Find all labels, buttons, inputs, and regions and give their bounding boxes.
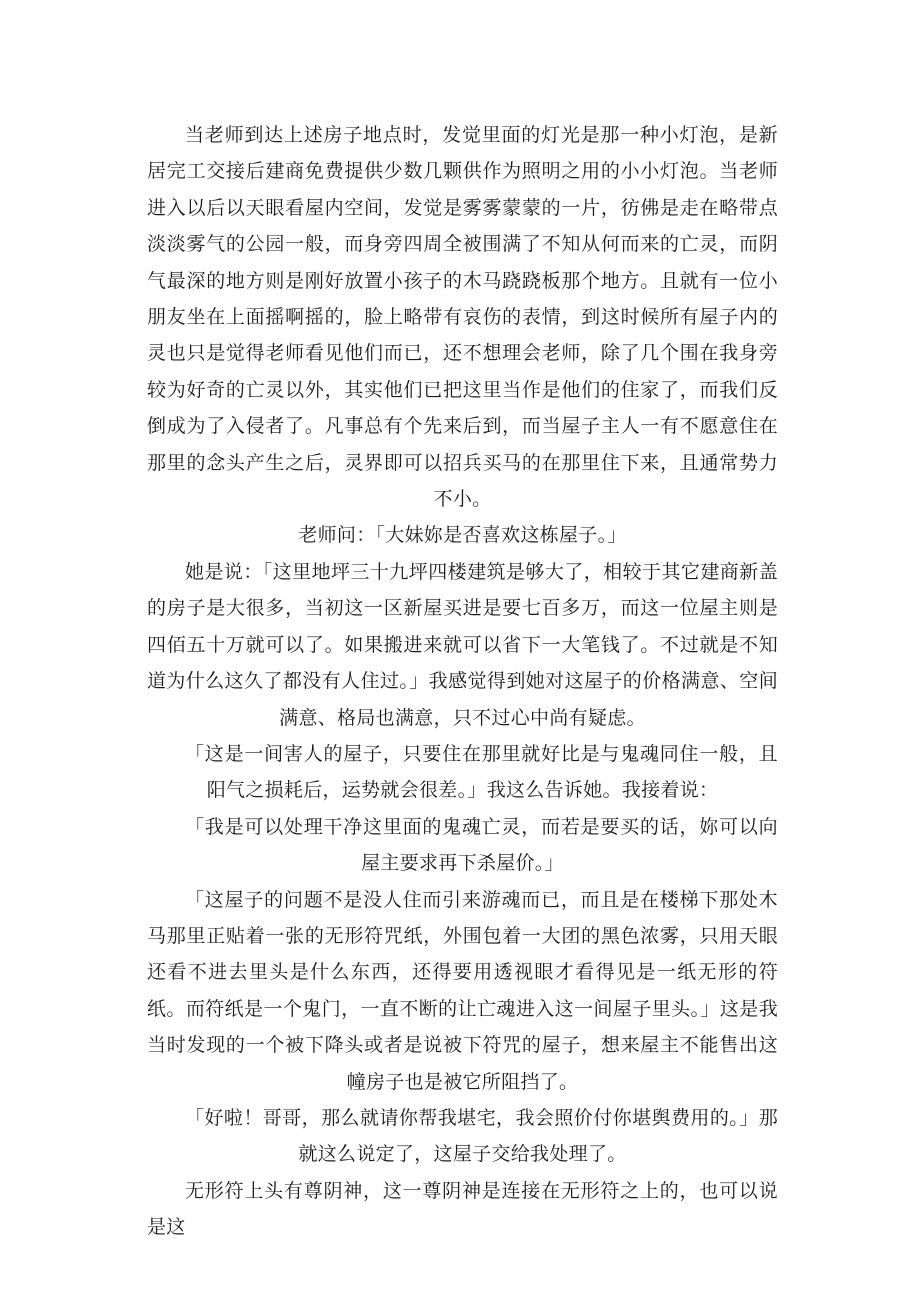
document-body: [147, 117, 778, 1246]
paragraph: 「这屋子的问题不是没人住而引来游魂而已，而且是在楼梯下那处木马那里正贴着一张的无形符咒纸，外围包着一大团的黑色浓雾，只用天眼还看不进去里头是什么东西，还得要用透视眼才看得见是一纸无形的符纸。而符纸是一个鬼门，一直不断的让亡魂进入这一间屋子里头。」这是我当时发现的一个被下降头或者是说被下符咒的屋子，想来屋主不能售出这幢房子也是被它所阻挡了。: [147, 888, 778, 1093]
paragraph: 老师问：「大妹妳是否喜欢这栋屋子。」: [298, 524, 627, 547]
paragraph: 当老师到达上述房子地点时，发觉里面的灯光是那一种小灯泡，是新居完工交接后建商免费提供少数几颗供作为照明之用的小小灯泡。当老师进入以后以天眼看屋内空间，发觉是雾雾蒙蒙的一片，彷佛是走在略带点淡淡雾气的公园一般，而身旁四周全被围满了不知从何而来的亡灵，而阴气最深的地方则是刚好放置小孩子的木马跷跷板那个地方。且就有一位小朋友坐在上面摇啊摇的，脸上略带有哀伤的表情，到这时候所有屋子内的灵也只是觉得老师看见他们而已，还不想理会老师，除了几个围在我身旁较为好奇的亡灵以外，其实他们已把这里当作是他们的住家了，而我们反倒成为了入侵者了。凡事总有个先来后到，而当屋子主人一有不愿意住在那里的念头产生之后，灵界即可以招兵买马的在那里住下来，且通常势力不小。: [147, 124, 778, 511]
paragraph: 「好啦！哥哥，那么就请你帮我堪宅，我会照价付你堪舆费用的。」那就这么说定了，这屋子交给我处理了。: [185, 1106, 778, 1166]
paragraph: 她是说：「这里地坪三十九坪四楼建筑是够大了，相较于其它建商新盖的房子是大很多，当初这一区新屋买进是要七百多万，而这一位屋主则是四佰五十万就可以了。如果搬进来就可以省下一大笔钱了。不过就是不知道为什么这久了都没有人住过。」我感觉得到她对这屋子的价格满意、空间满意、格局也满意，只不过心中尚有疑虑。: [147, 560, 778, 729]
paragraph: 无形符上头有尊阴神，这一尊阴神是连接在无形符之上的，也可以说是这: [147, 1179, 778, 1239]
paragraph: 「我是可以处理干净这里面的鬼魂亡灵，而若是要买的话，妳可以向屋主要求再下杀屋价。」: [185, 815, 778, 875]
paragraph: 「这是一间害人的屋子，只要住在那里就好比是与鬼魂同住一般，且阳气之损耗后，运势就会很差。」我这么告诉她。我接着说：: [185, 742, 778, 802]
